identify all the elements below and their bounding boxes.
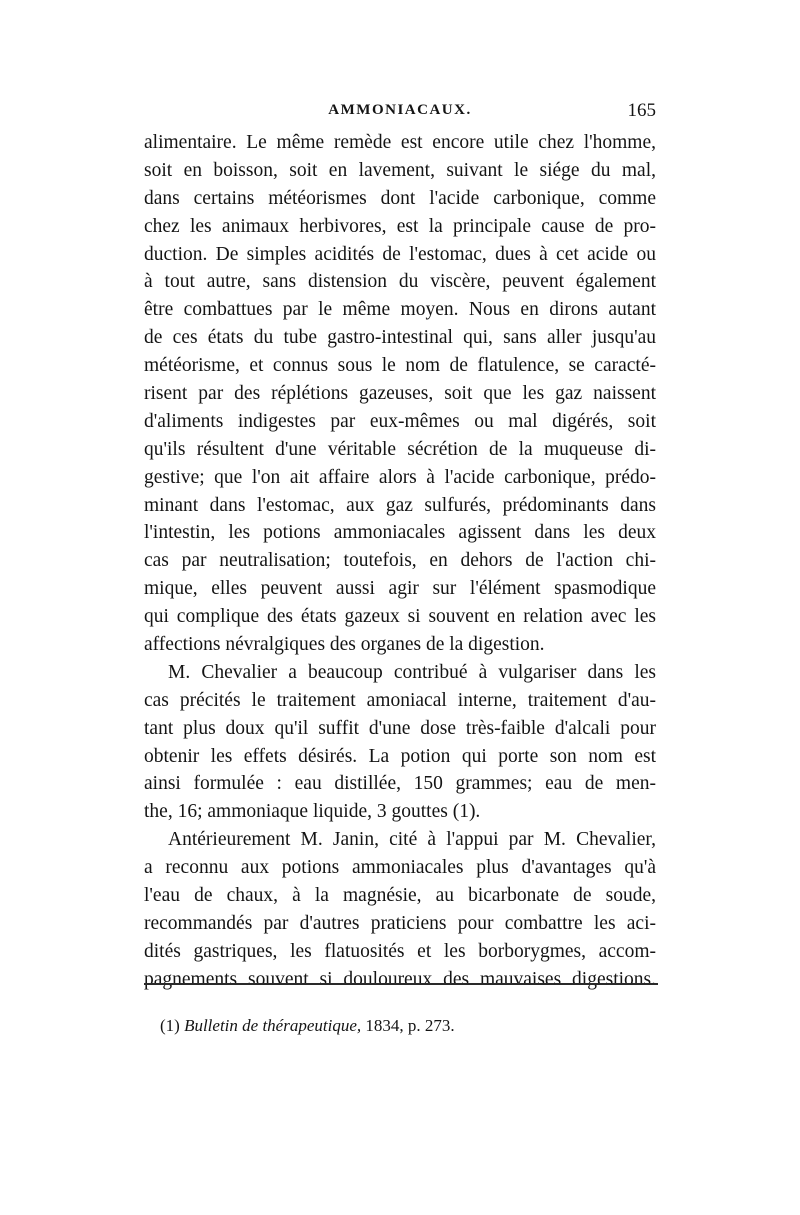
text-line: cas précités le traitement amoniacal interne, traitement d'au-	[144, 689, 656, 711]
running-head	[144, 100, 656, 128]
text-line: dités gastriques, les flatuosités et les borborygmes, accom-	[144, 940, 656, 962]
text-line: the, 16; ammoniaque liquide, 3 gouttes (1).	[144, 801, 481, 823]
running-title: AMMONIACAUX.	[328, 102, 472, 118]
text-line: a reconnu aux potions ammoniacales plus d'avantages qu'à	[144, 857, 656, 879]
text-line: M. Chevalier a beaucoup contribué à vulgariser dans les	[168, 661, 656, 683]
text-line: l'eau de chaux, à la magnésie, au bicarbonate de soude,	[144, 885, 656, 907]
text-line: l'intestin, les potions ammoniacales agissent dans les deux	[144, 522, 656, 544]
footnote-citation: 1834, p. 273.	[365, 1016, 455, 1035]
text-line: pagnements souvent si douloureux des mauvaises digestions.	[144, 968, 656, 990]
footnote-marker: (1)	[160, 1016, 180, 1035]
footnote	[160, 1015, 455, 1037]
text-line: de ces états du tube gastro-intestinal qui, sans aller jusqu'au	[144, 327, 656, 349]
text-line: mique, elles peuvent aussi agir sur l'élément spasmodique	[144, 578, 656, 600]
text-line: à tout autre, sans distension du viscère, peuvent également	[144, 271, 656, 293]
text-line: risent par des réplétions gazeuses, soit que les gaz naissent	[144, 383, 656, 405]
text-line: Antérieurement M. Janin, cité à l'appui par M. Chevalier,	[168, 829, 656, 851]
text-line: qui complique des états gazeux si souvent en relation avec les	[144, 606, 656, 628]
footnote-journal: Bulletin de thérapeutique,	[184, 1016, 362, 1035]
text-line: alimentaire. Le même remède est encore utile chez l'homme,	[144, 132, 656, 153]
body-text	[144, 129, 656, 994]
text-line: tant plus doux qu'il suffit d'une dose très-faible d'alcali pour	[144, 717, 656, 739]
text-line: d'aliments indigestes par eux-mêmes ou mal digérés, soit	[144, 410, 656, 432]
text-line: obtenir les effets désirés. La potion qui porte son nom est	[144, 745, 656, 767]
text-line: affections névralgiques des organes de la digestion.	[144, 634, 545, 656]
text-line: dans certains météorismes dont l'acide carbonique, comme	[144, 187, 656, 209]
text-line: ainsi formulée : eau distillée, 150 grammes; eau de men-	[144, 773, 656, 795]
text-line: gestive; que l'on ait affaire alors à l'acide carbonique, prédo-	[144, 466, 656, 488]
text-line: qu'ils résultent d'une véritable sécrétion de la muqueuse di-	[144, 438, 656, 460]
text-line: duction. De simples acidités de l'estomac, dues à cet acide ou	[144, 243, 656, 265]
text-line: cas par neutralisation; toutefois, en dehors de l'action chi-	[144, 550, 656, 572]
text-line: soit en boisson, soit en lavement, suivant le siége du mal,	[144, 159, 656, 181]
text-line: recommandés par d'autres praticiens pour combattre les aci-	[144, 912, 656, 934]
text-line: météorisme, et connus sous le nom de flatulence, se caracté-	[144, 355, 656, 377]
text-line: minant dans l'estomac, aux gaz sulfurés, prédominants dans	[144, 494, 656, 516]
text-line: être combattues par le même moyen. Nous en dirons autant	[144, 299, 656, 321]
page-number: 165	[627, 100, 656, 121]
text-line: chez les animaux herbivores, est la principale cause de pro-	[144, 215, 656, 237]
footnote-rule	[144, 983, 658, 985]
